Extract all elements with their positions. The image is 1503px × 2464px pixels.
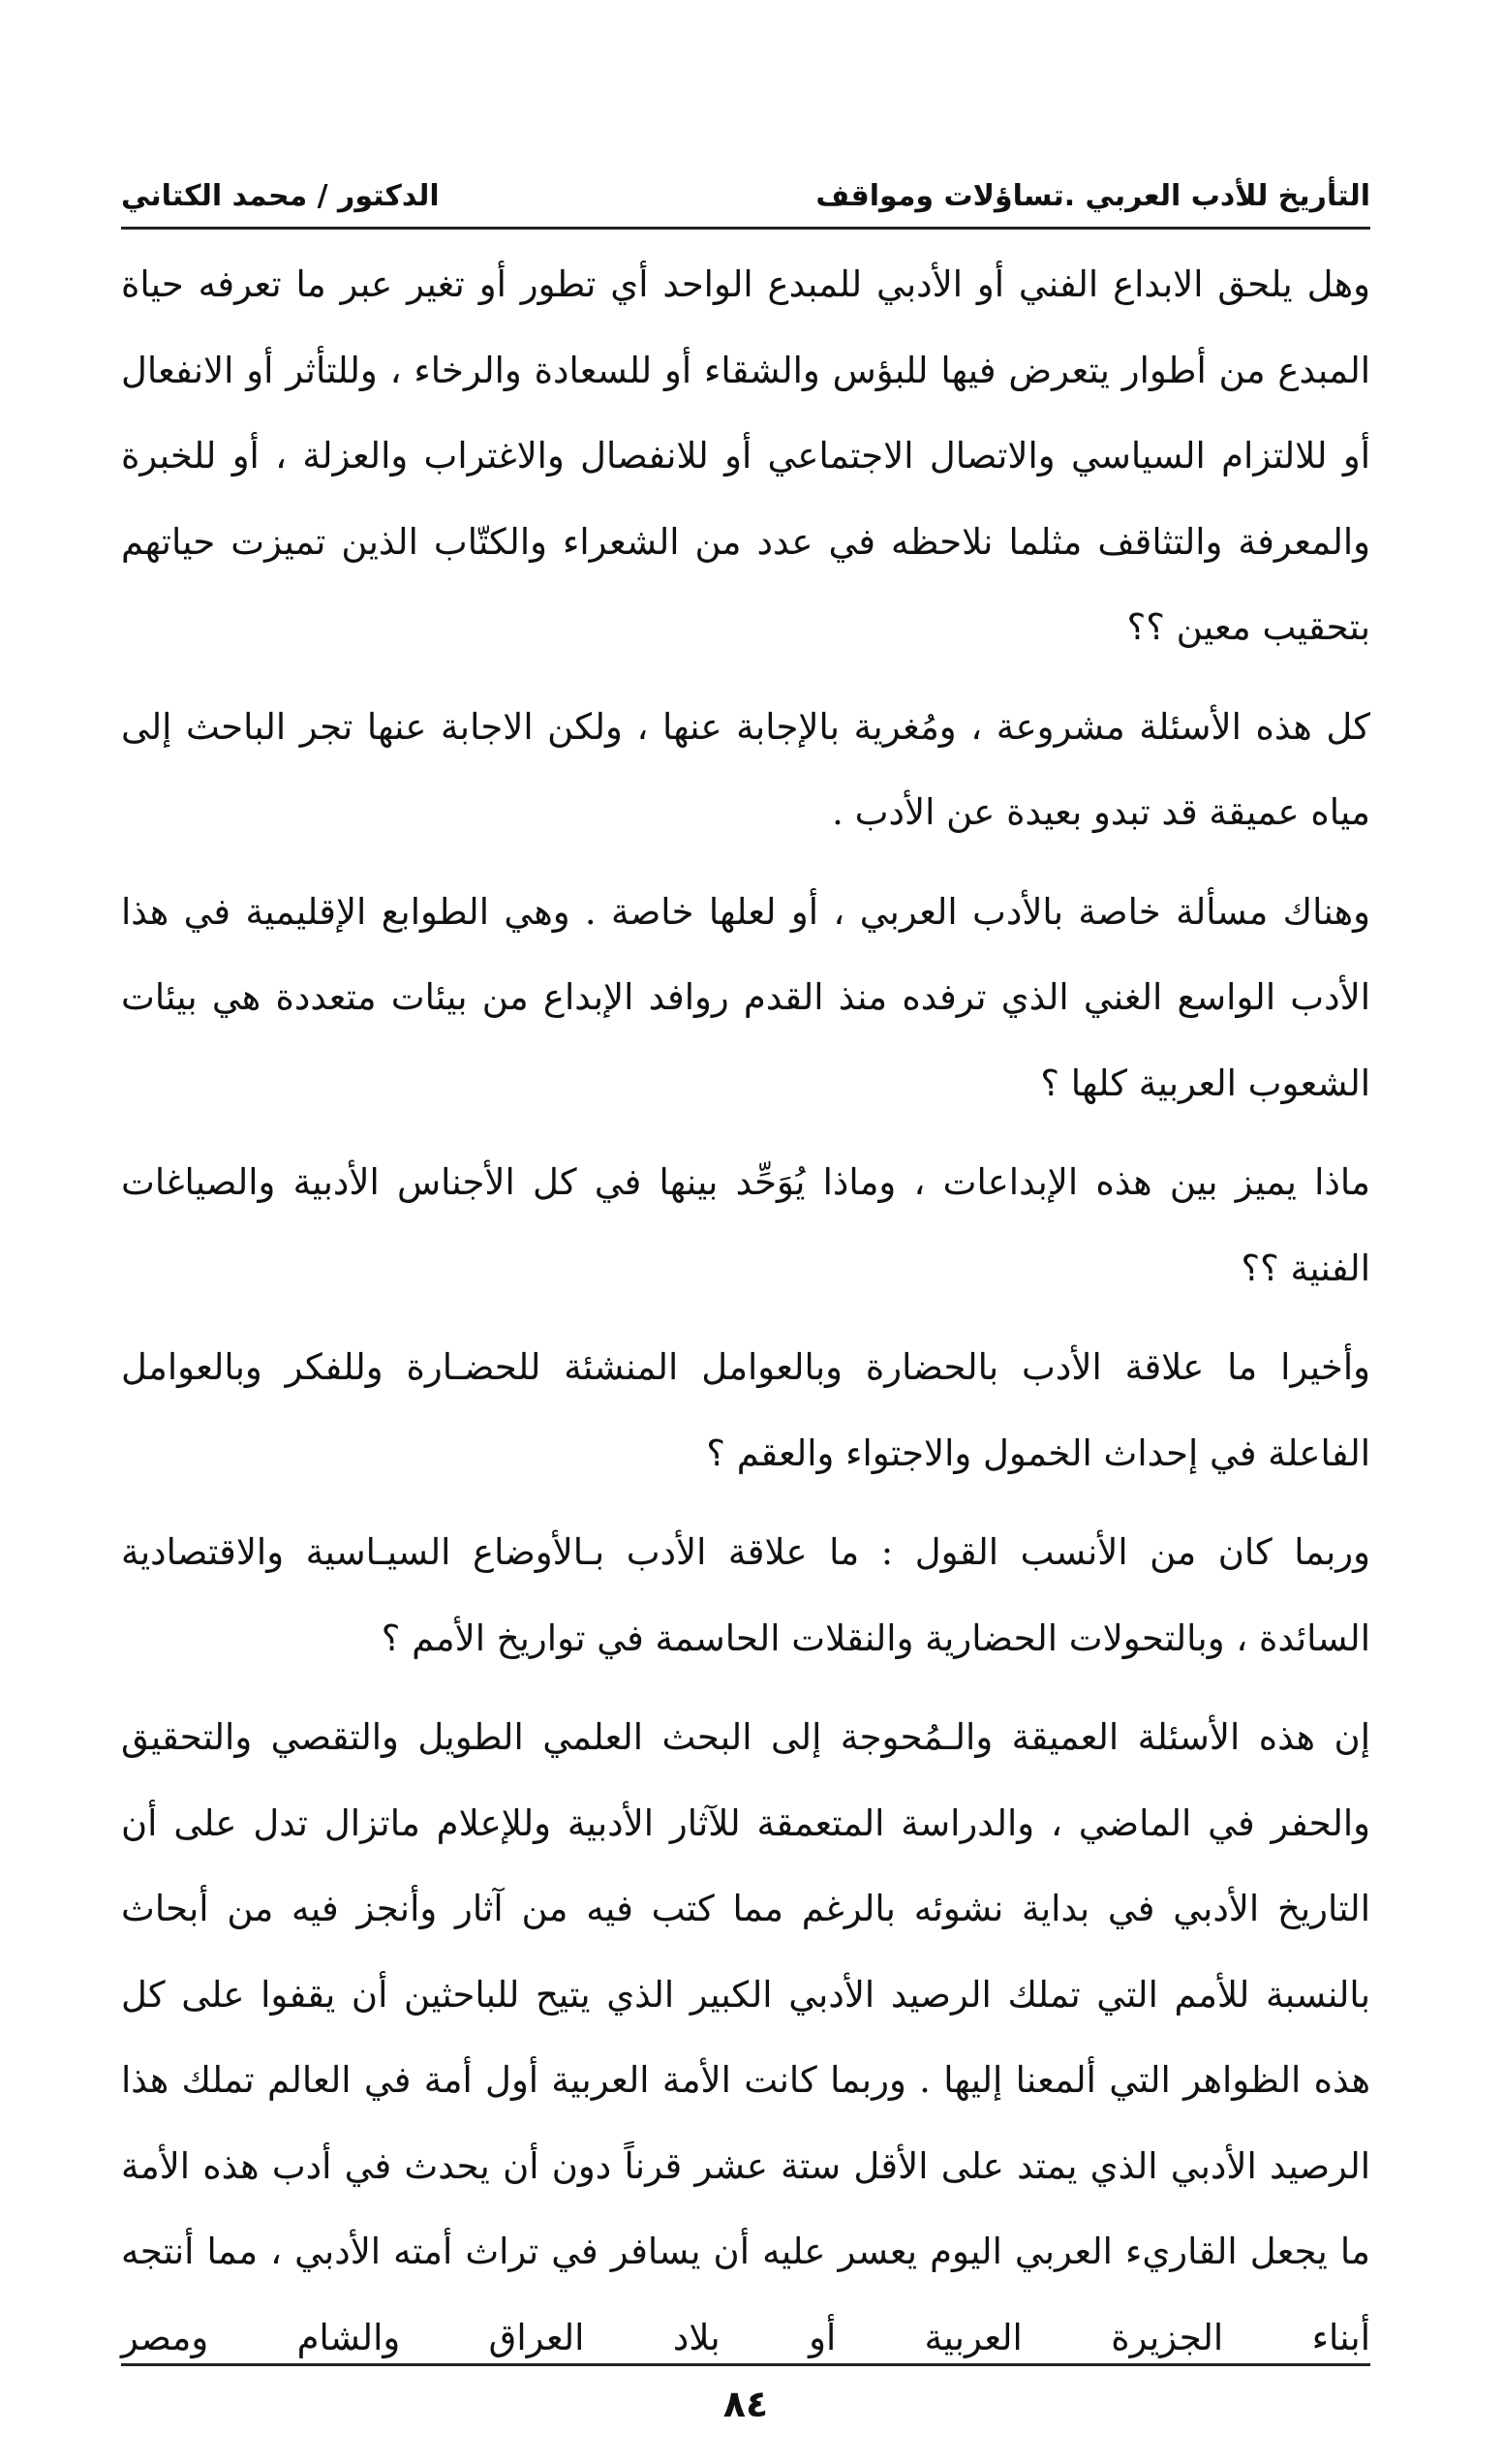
body-text (121, 242, 1370, 2394)
paragraph-7: إن هذه الأسئلة العميقة والـمُحوجة إلى البحث العلمي الطويل والتقصي والتحقيق والحفر في الماضي ، والدراسة المتعمقة للآثار الأدبية وللإعلام ماتزال تدل على أن التاريخ الأدبي في بداية نشوئه بالرغم مما كتب فيه من آثار وأنجز فيه من أبحاث بالنسبة للأمم التي تملك الرصيد الأدبي الكبير الذي يتيح للباحثين أن يقفوا على كل هذه الظواهر التي ألمعنا إليها . وربما كانت الأمة العربية أول أمة في العالم تملك هذا الرصيد الأدبي الذي يمتد على الأقل ستة عشر قرناً دون أن يحدث في أدب هذه الأمة ما يجعل القاريء العربي اليوم يعسر عليه أن يسافر في تراث أمته الأدبي ، مما أنتجه أبناء الجزيرة العربية أو بلاد العراق والشام ومصر (121, 1716, 1370, 2358)
footer-divider (121, 2363, 1370, 2366)
paragraph-6: وربما كان من الأنسب القول : ما علاقة الأدب بـالأوضاع السيـاسية والاقتصادية السائدة ، وبالتحولات الحضارية والنقلات الحاسمة في تواريخ الأمم ؟ (121, 1531, 1370, 1659)
page-number: ٨٤ (722, 2383, 769, 2425)
paragraph-5: وأخيرا ما علاقة الأدب بالحضارة وبالعوامل المنشئة للحضـارة وللفكر وبالعوامل الفاعلة في إحداث الخمول والاجتواء والعقم ؟ (121, 1346, 1370, 1474)
paragraph-1: وهل يلحق الابداع الفني أو الأدبي للمبدع الواحد أي تطور أو تغير عبر ما تعرفه حياة المبدع من أطوار يتعرض فيها للبؤس والشقاء أو للسعادة والرخاء ، وللتأثر أو الانفعال أو للالتزام السياسي والاتصال الاجتماعي أو للانفصال والاغتراب والعزلة ، أو للخبرة والمعرفة والتثاقف مثلما نلاحظه في عدد من الشعراء والكتّاب الذين تميزت حياتهم بتحقيب معين ؟؟ (121, 263, 1370, 648)
paragraph-3: وهناك مسألة خاصة بالأدب العربي ، أو لعلها خاصة . وهي الطوابع الإقليمية في هذا الأدب الواسع الغني الذي ترفده منذ القدم روافد الإبداع من بيئات متعددة هي بيئات الشعوب العربية كلها ؟ (121, 890, 1370, 1104)
running-header (121, 145, 1370, 213)
paragraph-2: كل هذه الأسئلة مشروعة ، ومُغرية بالإجابة عنها ، ولكن الاجابة عنها تجر الباحث إلى مياه عميقة قد تبدو بعيدة عن الأدب . (121, 705, 1370, 833)
paragraph-4: ماذا يميز بين هذه الإبداعات ، وماذا يُوَحِّد بينها في كل الأجناس الأدبية والصياغات الفنية ؟؟ (121, 1161, 1370, 1289)
author-name: الدكتور / محمد الكتاني (121, 179, 440, 213)
book-title: التأريخ للأدب العربي .تساؤلات ومواقف (815, 179, 1370, 213)
header-divider (121, 227, 1370, 230)
